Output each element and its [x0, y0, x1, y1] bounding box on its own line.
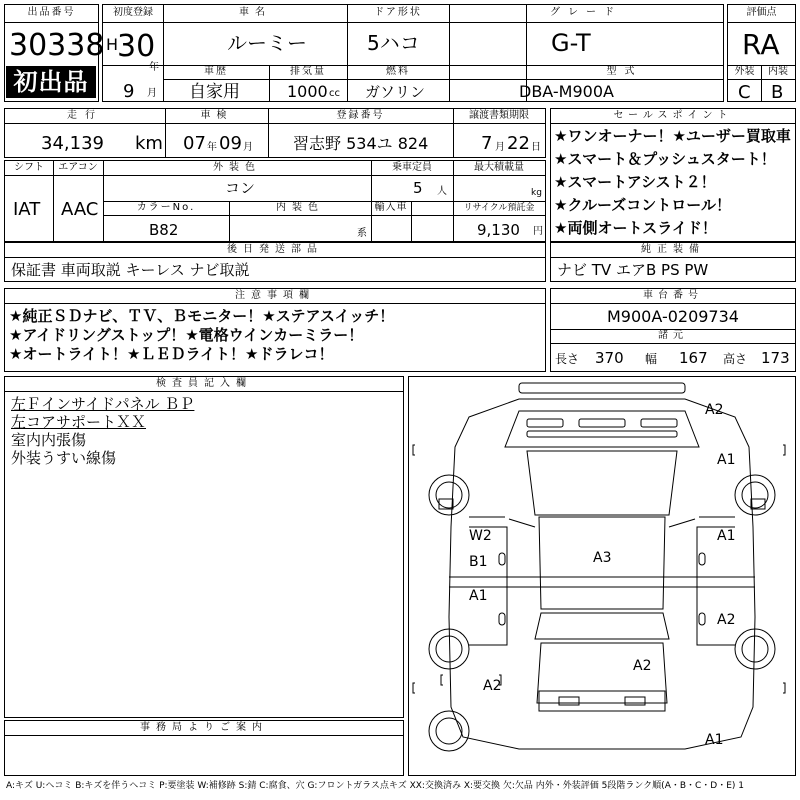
office-box: [4, 720, 404, 776]
door-label: ドア形状: [374, 7, 422, 18]
capacity: 5: [413, 179, 423, 197]
note-line: ★アイドリングストップ！★電格ウインカーミラー！: [9, 326, 364, 344]
color-label: 外装色: [213, 162, 261, 173]
inspection-label: 車検: [200, 110, 233, 121]
sales-points-box: [550, 108, 796, 242]
exterior-label: 外装: [734, 66, 755, 77]
notes-box: [4, 288, 546, 372]
model-label: 型式: [606, 66, 643, 77]
transfer-label: 譲渡書類期限: [469, 110, 529, 121]
damage-mark: A1: [717, 528, 736, 544]
sales-points-label: セールスポイント: [613, 110, 733, 121]
door-type: 5ハコ: [367, 31, 420, 55]
length: 370: [595, 349, 624, 367]
header-main-box: [102, 4, 724, 102]
history: 自家用: [189, 82, 240, 102]
transfer-month: 7: [481, 133, 493, 154]
shift: IAT: [13, 199, 41, 220]
damage-mark: A1: [717, 452, 736, 468]
transfer-day-unit: 日: [531, 142, 541, 153]
sales-point-item: ★クルーズコントロール！: [554, 196, 731, 214]
displacement-unit: cc: [329, 88, 340, 99]
inspector-line: 外装うすい線傷: [11, 449, 117, 467]
inspection-year-unit: 年: [207, 142, 217, 153]
car-name: ルーミー: [227, 31, 307, 55]
import-label: 輸入車: [374, 202, 408, 213]
reg-year: 30: [117, 29, 156, 64]
inspector-line: 室内内張傷: [11, 431, 87, 449]
sales-point-item: ★両側オートスライド！: [554, 219, 717, 237]
damage-mark: A2: [483, 678, 502, 694]
chassis-number: M900A-0209734: [607, 307, 739, 326]
damage-mark: A2: [717, 612, 736, 628]
shift-label: シフト: [14, 162, 44, 173]
later-parts-box: [4, 242, 546, 282]
equipment-label: 純正装備: [641, 244, 705, 255]
note-line: ★純正ＳＤナビ、ＴＶ、Ｂモニター！★ステアスイッチ！: [9, 307, 395, 325]
score-box: [727, 4, 796, 102]
mileage: 34,139: [41, 133, 104, 154]
fuel-label: 燃料: [386, 66, 410, 77]
damage-mark: A2: [633, 658, 652, 674]
damage-mark: B1: [469, 554, 488, 570]
inspection-month-unit: 月: [243, 142, 253, 153]
mileage-unit: km: [135, 133, 163, 154]
first-listing-badge: 初出品: [6, 66, 96, 98]
color-no-label: カラーNo.: [136, 202, 196, 213]
height-label: 高さ: [723, 352, 748, 366]
note-line: ★オートライト！★ＬＥＤライト！★ドラレコ！: [9, 345, 334, 363]
inspection-year: 07: [183, 133, 206, 154]
width: 167: [679, 349, 708, 367]
load-unit: kg: [531, 188, 542, 198]
row2-box: [4, 108, 546, 158]
equipment-box: [550, 242, 796, 282]
grade-label: グレード: [550, 7, 622, 18]
history-label: 車歴: [204, 66, 228, 77]
chassis-label: 車台番号: [643, 290, 703, 301]
damage-legend: A:キズ U:ヘコミ B:キズを伴うヘコミ P:要塗装 W:補修跡 S:錆 C:腐食、穴 G:フロントガラス点キズ XX:交換済み X:要交換 欠:欠品 内外・外装評価 5段階ランク順(A・B・C・D・E) 1: [6, 781, 745, 791]
exterior-color: コン: [225, 179, 256, 197]
damage-mark: A2: [705, 402, 724, 418]
ac-label: エアコン: [58, 162, 98, 173]
recycle: 9,130: [477, 221, 520, 239]
transfer-day: 22: [507, 133, 530, 154]
equipment: ナビ TV エアB PS PW: [557, 261, 709, 279]
inspection-month: 09: [219, 133, 242, 154]
office-label: 事務局よりご案内: [140, 722, 268, 733]
reg-month: 9: [123, 81, 135, 102]
grade: G-T: [551, 29, 591, 57]
mileage-label: 走行: [67, 110, 103, 121]
exterior-grade: C: [738, 82, 751, 103]
car-diagram-box: [408, 376, 796, 776]
later-parts: 保証書 車両取説 キーレス ナビ取説: [11, 261, 250, 279]
plate: 習志野 534ユ 824: [293, 134, 429, 153]
inspector-label: 検査員記入欄: [156, 378, 252, 389]
interior-grade: B: [771, 82, 784, 103]
row3-box: [4, 160, 546, 242]
car-name-label: 車名: [239, 7, 271, 18]
width-label: 幅: [645, 352, 658, 366]
displacement-label: 排気量: [290, 66, 326, 77]
inspector-line: 左Ｆインサイドパネル ＢＰ: [11, 395, 195, 413]
load-label: 最大積載量: [474, 162, 524, 173]
damage-mark: A3: [593, 550, 612, 566]
recycle-unit: 円: [533, 226, 543, 237]
interior-label: 内装: [768, 66, 788, 77]
fuel: ガソリン: [365, 83, 426, 101]
inspector-line: 左コアサポートＸＸ: [11, 413, 147, 431]
plate-label: 登録番号: [336, 110, 385, 121]
length-label: 長さ: [555, 352, 580, 366]
capacity-unit: 人: [437, 186, 447, 197]
year-unit: 年: [149, 62, 159, 73]
score: RA: [742, 28, 780, 61]
damage-mark: A1: [469, 588, 488, 604]
reg-label: 初度登録: [113, 7, 153, 18]
height: 173: [761, 349, 790, 367]
damage-mark: W2: [469, 528, 492, 544]
score-label: 評価点: [746, 7, 777, 18]
chassis-box: [550, 288, 796, 372]
inspector-box: [4, 376, 404, 718]
sales-point-item: ★ワンオーナー！★ユーザー買取車: [554, 127, 791, 145]
era: H: [106, 35, 119, 54]
sales-point-item: ★スマート＆プッシュスタート！: [554, 150, 776, 168]
notes-label: 注意事項欄: [235, 290, 315, 301]
later-parts-label: 後日発送部品: [227, 244, 323, 255]
color-no: B82: [149, 221, 179, 239]
ac: AAC: [61, 199, 99, 220]
recycle-label: リサイクル預託金: [463, 203, 535, 213]
interior-color-label: 内装色: [276, 202, 324, 213]
displacement: 1000: [287, 82, 328, 101]
specs-label: 諸元: [658, 330, 688, 341]
car-diagram: [409, 377, 795, 775]
month-unit: 月: [147, 88, 157, 99]
lot-number-label: 出品番号: [27, 7, 76, 18]
damage-mark: A1: [705, 732, 724, 748]
transfer-month-unit: 月: [495, 142, 505, 153]
lot-number: 30338: [9, 28, 105, 63]
model: DBA-M900A: [519, 82, 614, 101]
interior-color-unit: 系: [357, 228, 367, 239]
capacity-label: 乗車定員: [392, 162, 432, 173]
sales-point-item: ★スマートアシスト２！: [554, 173, 716, 191]
